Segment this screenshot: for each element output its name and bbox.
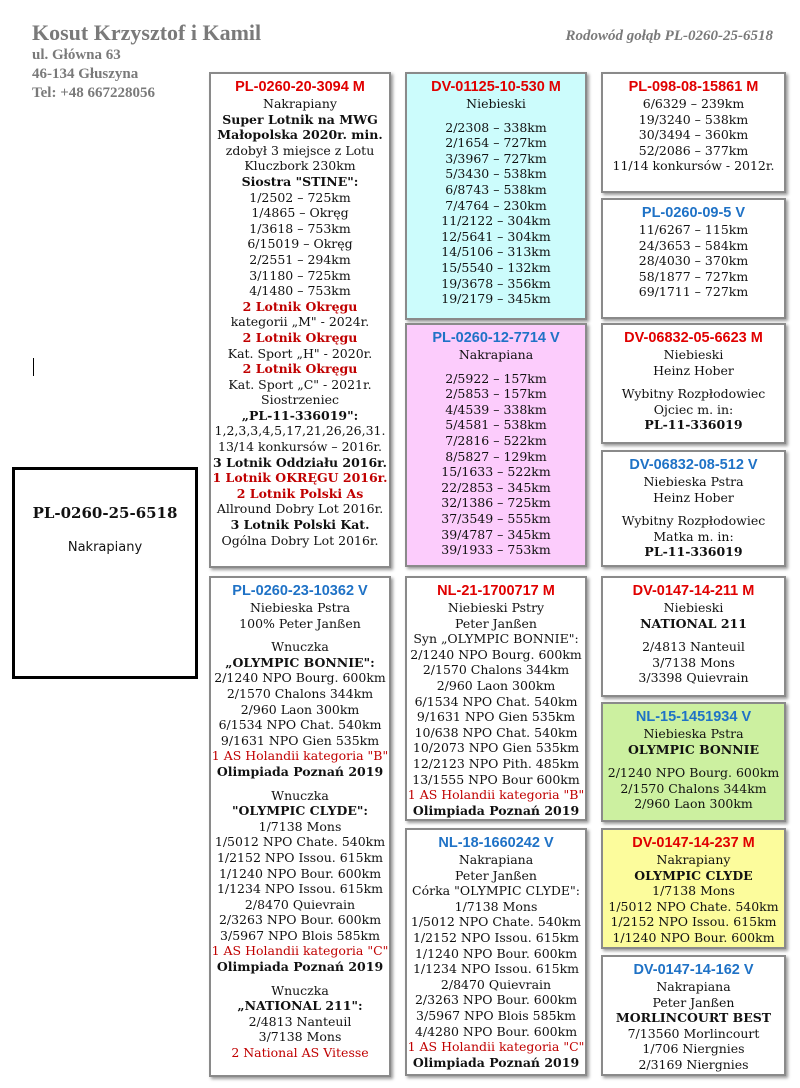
sire-details	[211, 96, 389, 548]
ss-line: 19/3678 – 356km	[441, 275, 551, 291]
dam-line: 1/1240 NPO Bour. 600km	[218, 865, 382, 881]
sire-sire-details	[407, 96, 585, 307]
sd-line: Nakrapiana	[458, 347, 534, 362]
ss-line: 12/5641 – 304km	[441, 228, 551, 244]
sdd-line: Niebieska Pstra	[643, 474, 744, 489]
dd-line: 4/4280 NPO Bour. 600km	[414, 1023, 578, 1039]
dds-line: 1/2152 NPO Issou. 615km	[610, 914, 777, 930]
dds-line: 1/1240 NPO Bour. 600km	[612, 929, 775, 945]
text-cursor	[33, 358, 34, 376]
ss-line: 5/3430 – 538km	[445, 166, 547, 182]
dsd-line	[603, 757, 784, 765]
dss-line: 2/4813 Nanteuil	[642, 639, 745, 655]
dd-line: 2/3263 NPO Bour. 600km	[414, 992, 578, 1008]
dam-line: 1 AS Holandii kategoria "C"	[211, 943, 389, 959]
dam-sire-dam-details	[603, 726, 784, 812]
dam-line: Niebieska Pstra	[249, 600, 351, 615]
sire-line: Siostrzeniec	[261, 392, 339, 408]
ds-line: 2/1570 Chalons 344km	[422, 662, 570, 678]
sds-line	[603, 378, 784, 386]
sire-sire-sire-details	[603, 96, 784, 174]
sd-line: 37/3549 – 555km	[441, 510, 551, 526]
dam-line: Olimpiada Poznań 2019	[216, 763, 384, 779]
breeder-name: Kosut Krzysztof i Kamil	[32, 20, 262, 45]
dam-line: 2 National AS Vitesse	[231, 1045, 369, 1061]
ds-line: 10/2073 NPO Gien 535km	[412, 740, 580, 756]
dam-line	[211, 780, 389, 788]
sire-line: Kat. Sport „C" - 2021r.	[228, 376, 372, 392]
dss-line: 3/3398 Quievrain	[638, 670, 749, 686]
dam-line	[211, 975, 389, 983]
sd-line: 32/1386 – 725km	[441, 495, 551, 511]
sire-dam-dam-ring: DV-06832-08-512 V	[629, 457, 758, 473]
sire-sire-sire-box	[601, 72, 786, 193]
sire-line: Małopolska 2020r. min.	[217, 127, 383, 143]
sire-line: zdobył 3 miejsce z Lotu	[225, 142, 375, 158]
sire-line: 2 Lotnik Okręgu	[242, 298, 358, 314]
sire-line: Super Lotnik na MWG	[222, 111, 378, 127]
sire-sire-box	[405, 72, 587, 320]
ss-line: 3/3967 – 727km	[445, 150, 547, 166]
dd-line: 1/5012 NPO Chate. 540km	[410, 914, 582, 930]
dam-line: 1/2152 NPO Issou. 615km	[216, 849, 384, 865]
sds-line: Ojciec m. in:	[653, 401, 734, 417]
dsd-line: 2/1570 Chalons 344km	[620, 780, 767, 796]
sd-line: 4/4539 – 338km	[445, 401, 547, 417]
ss-line: 7/4764 – 230km	[445, 197, 547, 213]
breeder-phone: Tel: +48 667228056	[32, 85, 155, 101]
breeder-city: 46-134 Głuszyna	[32, 66, 139, 82]
dd-line: Nakrapiana	[458, 852, 534, 867]
sire-line: Siostra "STINE":	[241, 173, 359, 189]
sdd-line: Heinz Hober	[653, 489, 734, 505]
sire-line: Allround Dobry Lot 2016r.	[216, 501, 384, 517]
ddd-line: Peter Janßen	[652, 994, 735, 1010]
dam-dam-sire-box	[601, 828, 786, 949]
dam-line: 2/960 Laon 300km	[240, 701, 360, 717]
subject-ring: PL-0260-25-6518	[32, 504, 178, 522]
dam-line: 1/5012 NPO Chate. 540km	[214, 834, 386, 850]
sire-line: Ogólna Dobry Lot 2016r.	[221, 532, 379, 548]
dam-line: Wnuczka	[271, 982, 329, 998]
sd-line: 39/4787 – 345km	[441, 526, 551, 542]
dam-dam-sire-ring: DV-0147-14-237 M	[632, 835, 755, 851]
dam-line: 9/1631 NPO Gien 535km	[220, 732, 380, 748]
dam-line: Wnuczka	[271, 639, 329, 655]
sire-line: 13/14 konkursów – 2016r.	[218, 439, 382, 455]
subject-pigeon-box	[12, 467, 198, 679]
ssd-line: 11/6267 – 115km	[638, 222, 749, 237]
dss-line: NATIONAL 211	[640, 615, 747, 631]
dds-line: 1/5012 NPO Chate. 540km	[608, 898, 779, 914]
ss-line: 6/8743 – 538km	[445, 181, 547, 197]
sire-line: 1 Lotnik OKRĘGU 2016r.	[212, 470, 388, 486]
dam-dam-dam-details	[603, 979, 784, 1073]
sds-line: Heinz Hober	[653, 362, 734, 378]
dss-line: 3/7138 Mons	[652, 654, 735, 670]
dam-dam-dam-ring: DV-0147-14-162 V	[633, 962, 754, 978]
sss-line: 6/6329 – 239km	[642, 96, 745, 111]
ds-line: Syn „OLYMPIC BONNIE":	[413, 631, 579, 647]
dam-line: Olimpiada Poznań 2019	[216, 959, 384, 975]
dam-line: 2/3263 NPO Bour. 600km	[218, 912, 382, 928]
ds-line: Niebieski Pstry	[447, 600, 545, 615]
ddd-line: 1/706 Niergnies	[642, 1041, 745, 1057]
ss-line: 14/5106 – 313km	[441, 244, 551, 260]
dd-line: Olimpiada Poznań 2019	[412, 1054, 580, 1070]
dd-line: Peter Janßen	[455, 867, 537, 883]
sire-line: 1,2,3,3,4,5,17,21,26,26,31.	[214, 423, 386, 439]
ds-line: 6/1534 NPO Chat. 540km	[414, 693, 578, 709]
dd-line: Córka "OLYMPIC CLYDE":	[412, 883, 580, 899]
document-title: Rodowód gołąb PL-0260-25-6518	[565, 28, 773, 44]
dam-dam-ring: NL-18-1660242 V	[438, 835, 554, 851]
sire-dam-sire-details	[603, 347, 784, 433]
dam-sire-dam-box	[601, 702, 786, 822]
sire-line: 2 Lotnik Polski As	[236, 485, 364, 501]
dam-box	[209, 576, 391, 1077]
sire-dam-dam-box	[601, 450, 786, 567]
dam-details	[211, 600, 389, 1061]
dam-line: 1 AS Holandii kategoria "B"	[211, 748, 389, 764]
sss-line: 30/3494 – 360km	[638, 127, 749, 143]
ss-line: 19/2179 – 345km	[441, 291, 551, 307]
sire-line: 2 Lotnik Okręgu	[242, 361, 358, 377]
dd-line: 1/1240 NPO Bour. 600km	[414, 945, 578, 961]
sire-sire-ring: DV-01125-10-530 M	[431, 79, 561, 95]
dam-dam-sire-details	[603, 852, 784, 946]
dam-sire-box	[405, 576, 587, 821]
sss-line: 19/3240 – 538km	[638, 111, 749, 127]
sire-line: Kat. Sport „H" - 2020r.	[227, 345, 373, 361]
ss-line: Niebieski	[466, 96, 526, 111]
ds-line: 2/960 Laon 300km	[436, 677, 556, 693]
sd-line: 15/1633 – 522km	[441, 464, 551, 480]
ssd-line: 69/1711 – 727km	[638, 284, 749, 300]
sdd-line: PL-11-336019	[644, 544, 743, 560]
dam-sire-sire-ring: DV-0147-14-211 M	[632, 583, 755, 599]
ss-line: 2/1654 – 727km	[445, 135, 547, 151]
sd-line: 22/2853 – 345km	[441, 479, 551, 495]
sd-line: 8/5827 – 129km	[445, 448, 547, 464]
sd-line	[407, 363, 585, 371]
dsd-line: 2/960 Laon 300km	[634, 796, 753, 812]
dam-line: 2/1570 Chalons 344km	[226, 685, 374, 701]
dsd-line: OLYMPIC BONNIE	[627, 741, 760, 757]
dam-line: „OLYMPIC BONNIE":	[225, 654, 375, 670]
sire-sire-dam-details	[603, 222, 784, 300]
ds-line: 9/1631 NPO Gien 535km	[416, 709, 576, 725]
sd-line: 2/5922 – 157km	[445, 370, 547, 386]
dam-sire-details	[407, 600, 585, 818]
sire-line: 1/4865 – Okręg	[251, 205, 349, 221]
dam-line: „NATIONAL 211":	[237, 998, 363, 1014]
dsd-line: Niebieska Pstra	[643, 726, 744, 741]
ss-line: 11/2122 – 304km	[441, 213, 551, 229]
ddd-line: Nakrapiana	[656, 979, 731, 994]
dam-sire-sire-details	[603, 600, 784, 686]
dds-line: Nakrapiany	[656, 852, 731, 867]
ds-line: 13/1555 NPO Bour 600km	[412, 771, 580, 787]
sire-line: Nakrapiany	[263, 96, 337, 111]
dd-line: 1/2152 NPO Issou. 615km	[412, 929, 580, 945]
dds-line: 1/7138 Mons	[652, 883, 735, 899]
dd-line: 1/7138 Mons	[454, 898, 538, 914]
dam-ring: PL-0260-23-10362 V	[232, 583, 368, 599]
ds-line: Olimpiada Poznań 2019	[412, 802, 580, 818]
dam-dam-box	[405, 828, 587, 1076]
sd-line: 39/1933 – 753km	[441, 542, 551, 558]
subject-color: Nakrapiany	[67, 540, 143, 555]
sire-sire-dam-box	[601, 198, 786, 319]
dam-line: 1/7138 Mons	[258, 818, 342, 834]
ddd-line: MORLINCOURT BEST	[615, 1010, 772, 1026]
dd-line: 3/5967 NPO Blois 585km	[416, 1007, 576, 1023]
dss-line	[603, 631, 784, 639]
dss-line: Niebieski	[663, 600, 724, 615]
sire-sire-sire-ring: PL-098-08-15861 M	[628, 79, 759, 95]
sire-dam-sire-ring: DV-06832-05-6623 M	[624, 330, 763, 346]
ss-line	[407, 112, 585, 120]
sire-line: 3 Lotnik Oddziału 2016r.	[213, 454, 387, 470]
sdd-line	[603, 505, 784, 513]
dam-line: Wnuczka	[271, 787, 329, 803]
sire-sire-dam-ring: PL-0260-09-5 V	[641, 205, 746, 221]
sire-line: 2 Lotnik Okręgu	[242, 329, 358, 345]
dam-line: 100% Peter Janßen	[239, 615, 361, 631]
dd-line: 1 AS Holandii kategoria "C"	[407, 1039, 585, 1055]
sdd-line: Matka m. in:	[653, 528, 734, 544]
dd-line: 1/1234 NPO Issou. 615km	[412, 961, 580, 977]
sire-line: 1/2502 – 725km	[249, 189, 351, 205]
dam-sire-sire-box	[601, 576, 786, 697]
sire-line: „PL-11-336019":	[241, 407, 359, 423]
sire-ring: PL-0260-20-3094 M	[235, 79, 365, 95]
dam-line: 2/4813 Nanteuil	[248, 1013, 352, 1029]
sire-line: 1/3618 – 753km	[249, 220, 351, 236]
ddd-line: 2/3169 Niergnies	[638, 1056, 749, 1072]
dam-line: 3/7138 Mons	[258, 1029, 342, 1045]
sd-line: 5/4581 – 538km	[445, 417, 547, 433]
ds-line: 2/1240 NPO Bourg. 600km	[410, 646, 582, 662]
dam-line: 1/1234 NPO Issou. 615km	[216, 881, 384, 897]
ssd-line: 28/4030 – 370km	[638, 253, 749, 269]
sire-line: Kluczbork 230km	[244, 158, 356, 174]
sire-box	[209, 72, 391, 568]
sire-dam-dam-details	[603, 474, 784, 560]
breeder-street: ul. Główna 63	[32, 47, 121, 63]
dam-dam-dam-box	[601, 955, 786, 1076]
sire-dam-details	[407, 347, 585, 558]
sire-line: 3/1180 – 725km	[249, 267, 351, 283]
sire-dam-box	[405, 323, 587, 567]
sire-line: 3 Lotnik Polski Kat.	[230, 517, 370, 533]
sire-line: 4/1480 – 753km	[249, 283, 351, 299]
ds-line: Peter Janßen	[455, 615, 537, 631]
sdd-line: Wybitny Rozpłodowiec	[621, 513, 766, 529]
dds-line: OLYMPIC CLYDE	[634, 867, 753, 883]
dam-sire-ring: NL-21-1700717 M	[437, 583, 555, 599]
sire-dam-sire-box	[601, 323, 786, 444]
sire-line: 6/15019 – Okręg	[247, 236, 353, 252]
ds-line: 12/2123 NPO Pith. 485km	[412, 755, 580, 771]
sds-line: PL-11-336019	[644, 417, 743, 433]
dam-line: 2/8470 Quievrain	[244, 896, 356, 912]
sire-line: kategorii „M" - 2024r.	[230, 314, 370, 330]
sd-line: 7/2816 – 522km	[445, 432, 547, 448]
sss-line: 11/14 konkursów - 2012r.	[612, 158, 775, 174]
dam-line: "OLYMPIC CLYDE":	[231, 803, 369, 819]
sds-line: Wybitny Rozpłodowiec	[621, 386, 766, 402]
sire-dam-ring: PL-0260-12-7714 V	[432, 330, 560, 346]
dam-sire-dam-ring: NL-15-1451934 V	[635, 709, 752, 725]
dam-line: 3/5967 NPO Blois 585km	[220, 927, 380, 943]
dam-line	[211, 631, 389, 639]
ss-line: 2/2308 – 338km	[445, 119, 547, 135]
dd-line: 2/8470 Quievrain	[440, 976, 552, 992]
dsd-line: 2/1240 NPO Bourg. 600km	[607, 765, 780, 781]
sd-line: 2/5853 – 157km	[445, 386, 547, 402]
ds-line: 10/638 NPO Chat. 540km	[414, 724, 578, 740]
ssd-line: 58/1877 – 727km	[638, 268, 749, 284]
dam-line: 2/1240 NPO Bourg. 600km	[214, 670, 386, 686]
ddd-line: 7/13560 Morlincourt	[627, 1025, 760, 1041]
ss-line: 15/5540 – 132km	[441, 259, 551, 275]
ssd-line: 24/3653 – 584km	[638, 237, 749, 253]
ds-line: 1 AS Holandii kategoria "B"	[407, 787, 585, 803]
sss-line: 52/2086 – 377km	[638, 142, 749, 158]
dam-line: 6/1534 NPO Chat. 540km	[218, 717, 382, 733]
dam-dam-details	[407, 852, 585, 1070]
sds-line: Niebieski	[663, 347, 724, 362]
sire-line: 2/2551 – 294km	[249, 251, 351, 267]
